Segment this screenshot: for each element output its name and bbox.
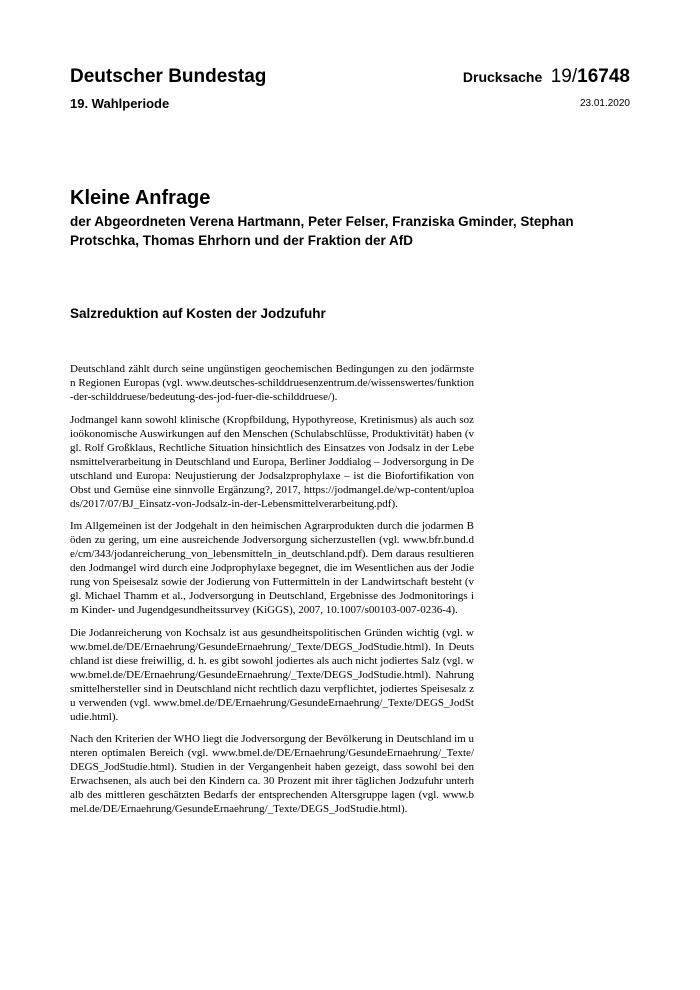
drucksache-number: 16748 (577, 66, 630, 87)
subject-heading: Salzreduktion auf Kosten der Jodzufuhr (70, 306, 326, 321)
body-paragraph: Im Allgemeinen ist der Jodgehalt in den heimischen Agrarprodukten durch die jodarmen Böden zu gering, um eine ausreichende Jodversorgung sicherzustellen (vgl. www.bfr.bund.de/cm/343/jodanreicherung_von_lebensmitteln_in_deutschland.pdf). Dem daraus resultierenden Jodmangel wird durch eine Jodprophylaxe begegnet, die im Wesentlichen aus der Jodierung von Speisesalz sowie der Jodierung von Futtermitteln in der Landwirtschaft besteht (vgl. Michael Thamm et al., Jodversorgung in Deutschland, Ergebnisse des Jodmonitorings im Kinder- und Jugendgesundheitssurvey (KiGGS), 2007, 10.1007/s00103-007-0236-4). (70, 520, 474, 616)
drucksache-number-prefix: 19/ (550, 66, 578, 87)
authors-line: der Abgeordneten Verena Hartmann, Peter Felser, Franziska Gminder, Stephan Protschka, Thomas Ehrhorn und der Fraktion der AfD (70, 214, 574, 248)
header-left (70, 66, 266, 112)
body-text (70, 362, 474, 825)
drucksache-label: Drucksache (462, 69, 543, 85)
body-paragraph: Nach den Kriterien der WHO liegt die Jodversorgung der Bevölkerung in Deutschland im unteren optimalen Bereich (vgl. www.bmel.de/DE/Ernaehrung/GesundeErnaehrung/_Texte/DEGS_JodStudie.html). Studien in der Vergangenheit haben gezeigt, dass sowohl bei den Erwachsenen, als auch bei den Kindern ca. 30 Prozent mit ihrer täglichen Jodzufuhr unterhalb des mittleren geschätzten Bedarfs der entsprechenden Altersgruppe lagen (vgl. www.bmel.de/DE/Ernaehrung/GesundeErnaehrung/_Texte/DEGS_JodStudie.html). (70, 733, 474, 815)
drucksache-line (463, 66, 630, 89)
body-paragraph: Deutschland zählt durch seine ungünstigen geochemischen Bedingungen zu den jodärmsten Regionen Europas (vgl. www.deutsches-schilddruesenzentrum.de/wissenswertes/funktion-der-schilddruese/bedeutung-des-jod-fuer-die-schilddruese/). (70, 363, 474, 403)
document-date: 23.01.2020 (579, 98, 630, 109)
legislative-period: 19. Wahlperiode (70, 96, 170, 111)
body-paragraph: Jodmangel kann sowohl klinische (Kropfbildung, Hypothyreose, Kretinismus) als auch sozioökonomische Auswirkungen auf den Menschen (Schulabschlüsse, Produktivität) haben (vgl. Rolf Großklaus, Rechtliche Situation hinsichtlich des Einsatzes von Jodsalz in der Lebensmittelverarbeitung in Deutschland und Europa, Berliner Joddialog – Jodversorgung in Deutschland und Europa: Neujustierung der Jodsalzprophylaxe – ist die Biofortifikation von Obst und Gemüse eine sinnvolle Ergänzung?, 2017, https://jodmangel.de/wp-content/uploads/2017/07/BJ_Einsatz-von-Jodsalz-in-der-Lebensmittelverarbeitung.pdf). (70, 413, 474, 510)
document-type-heading: Kleine Anfrage (70, 187, 211, 209)
body-paragraph: Die Jodanreicherung von Kochsalz ist aus gesundheitspolitischen Gründen wichtig (vgl. www.bmel.de/DE/Ernaehrung/GesundeErnaehrung/_Texte/DEGS_JodStudie.html). In Deutschland ist diese freiwillig, d. h. es gibt sowohl jodiertes als auch nicht jodiertes Salz (vgl. www.bmel.de/DE/Ernaehrung/GesundeErnaehrung/_Texte/DEGS_JodStudie.html). Nahrungsmittelhersteller sind in Deutschland nicht rechtlich dazu verpflichtet, jodiertes Speisesalz zu verwenden (vgl. www.bmel.de/DE/Ernaehrung/GesundeErnaehrung/_Texte/DEGS_JodStudie.html). (70, 626, 474, 723)
header-right (463, 66, 630, 110)
institution-name: Deutscher Bundestag (70, 66, 267, 87)
